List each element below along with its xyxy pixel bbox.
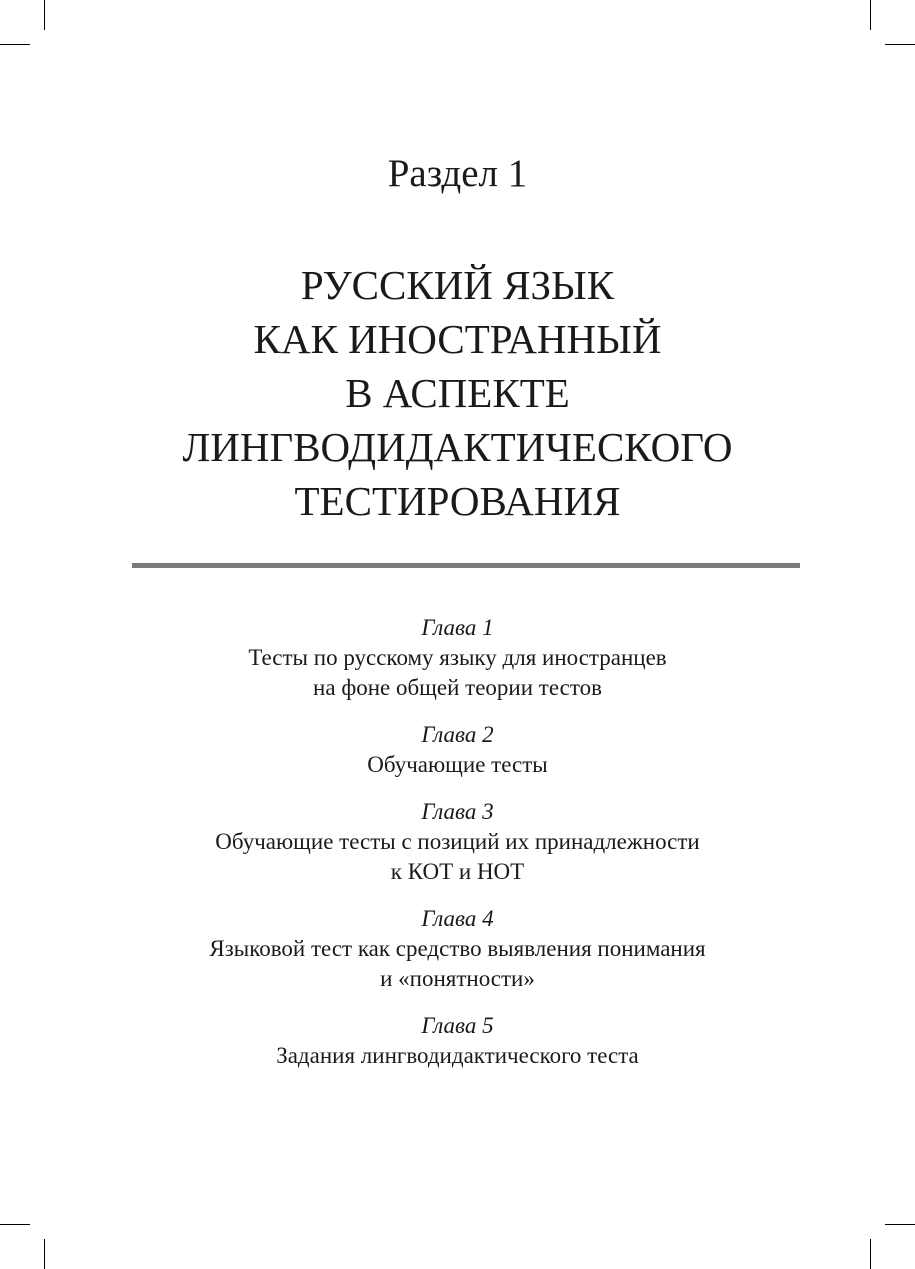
chapter-title-line: Задания лингводидактического теста xyxy=(276,1043,639,1068)
chapter-item xyxy=(0,613,915,703)
crop-mark-bottom-right-vertical xyxy=(870,1239,871,1269)
section-title xyxy=(0,258,915,528)
section-label: Раздел 1 xyxy=(387,152,528,195)
crop-mark-top-left-horizontal xyxy=(0,44,30,45)
crop-mark-bottom-left-horizontal xyxy=(0,1224,30,1225)
chapter-title-line: к КОТ и НОТ xyxy=(390,859,525,884)
crop-mark-top-left-vertical xyxy=(44,0,45,30)
title-line: В АСПЕКТЕ xyxy=(345,370,570,416)
chapter-item xyxy=(0,797,915,887)
crop-mark-bottom-right-horizontal xyxy=(885,1224,915,1225)
divider-rule xyxy=(132,563,800,568)
chapter-title-line: Обучающие тесты с позиций их принадлежности xyxy=(215,829,700,854)
crop-mark-bottom-left-vertical xyxy=(44,1239,45,1269)
chapter-label: Глава 4 xyxy=(421,906,494,931)
crop-mark-top-right-vertical xyxy=(870,0,871,30)
chapter-item xyxy=(0,904,915,994)
title-line: РУССКИЙ ЯЗЫК xyxy=(300,262,615,308)
chapter-item xyxy=(0,720,915,780)
chapter-title-line: Обучающие тесты xyxy=(367,752,548,777)
chapter-label: Глава 3 xyxy=(421,799,494,824)
chapter-label: Глава 5 xyxy=(421,1013,494,1038)
title-line: КАК ИНОСТРАННЫЙ xyxy=(253,316,662,362)
title-line: ЛИНГВОДИДАКТИЧЕСКОГО xyxy=(182,424,733,470)
chapter-label: Глава 1 xyxy=(421,615,494,640)
chapter-item xyxy=(0,1011,915,1071)
chapter-list xyxy=(0,613,915,1088)
chapter-title-line: Языковой тест как средство выявления понимания xyxy=(209,936,706,961)
chapter-title-line: Тесты по русскому языку для иностранцев xyxy=(248,645,667,670)
title-line: ТЕСТИРОВАНИЯ xyxy=(294,478,621,524)
crop-mark-top-right-horizontal xyxy=(885,44,915,45)
chapter-title-line: на фоне общей теории тестов xyxy=(313,675,602,700)
chapter-label: Глава 2 xyxy=(421,722,494,747)
chapter-title-line: и «понятности» xyxy=(380,966,535,991)
